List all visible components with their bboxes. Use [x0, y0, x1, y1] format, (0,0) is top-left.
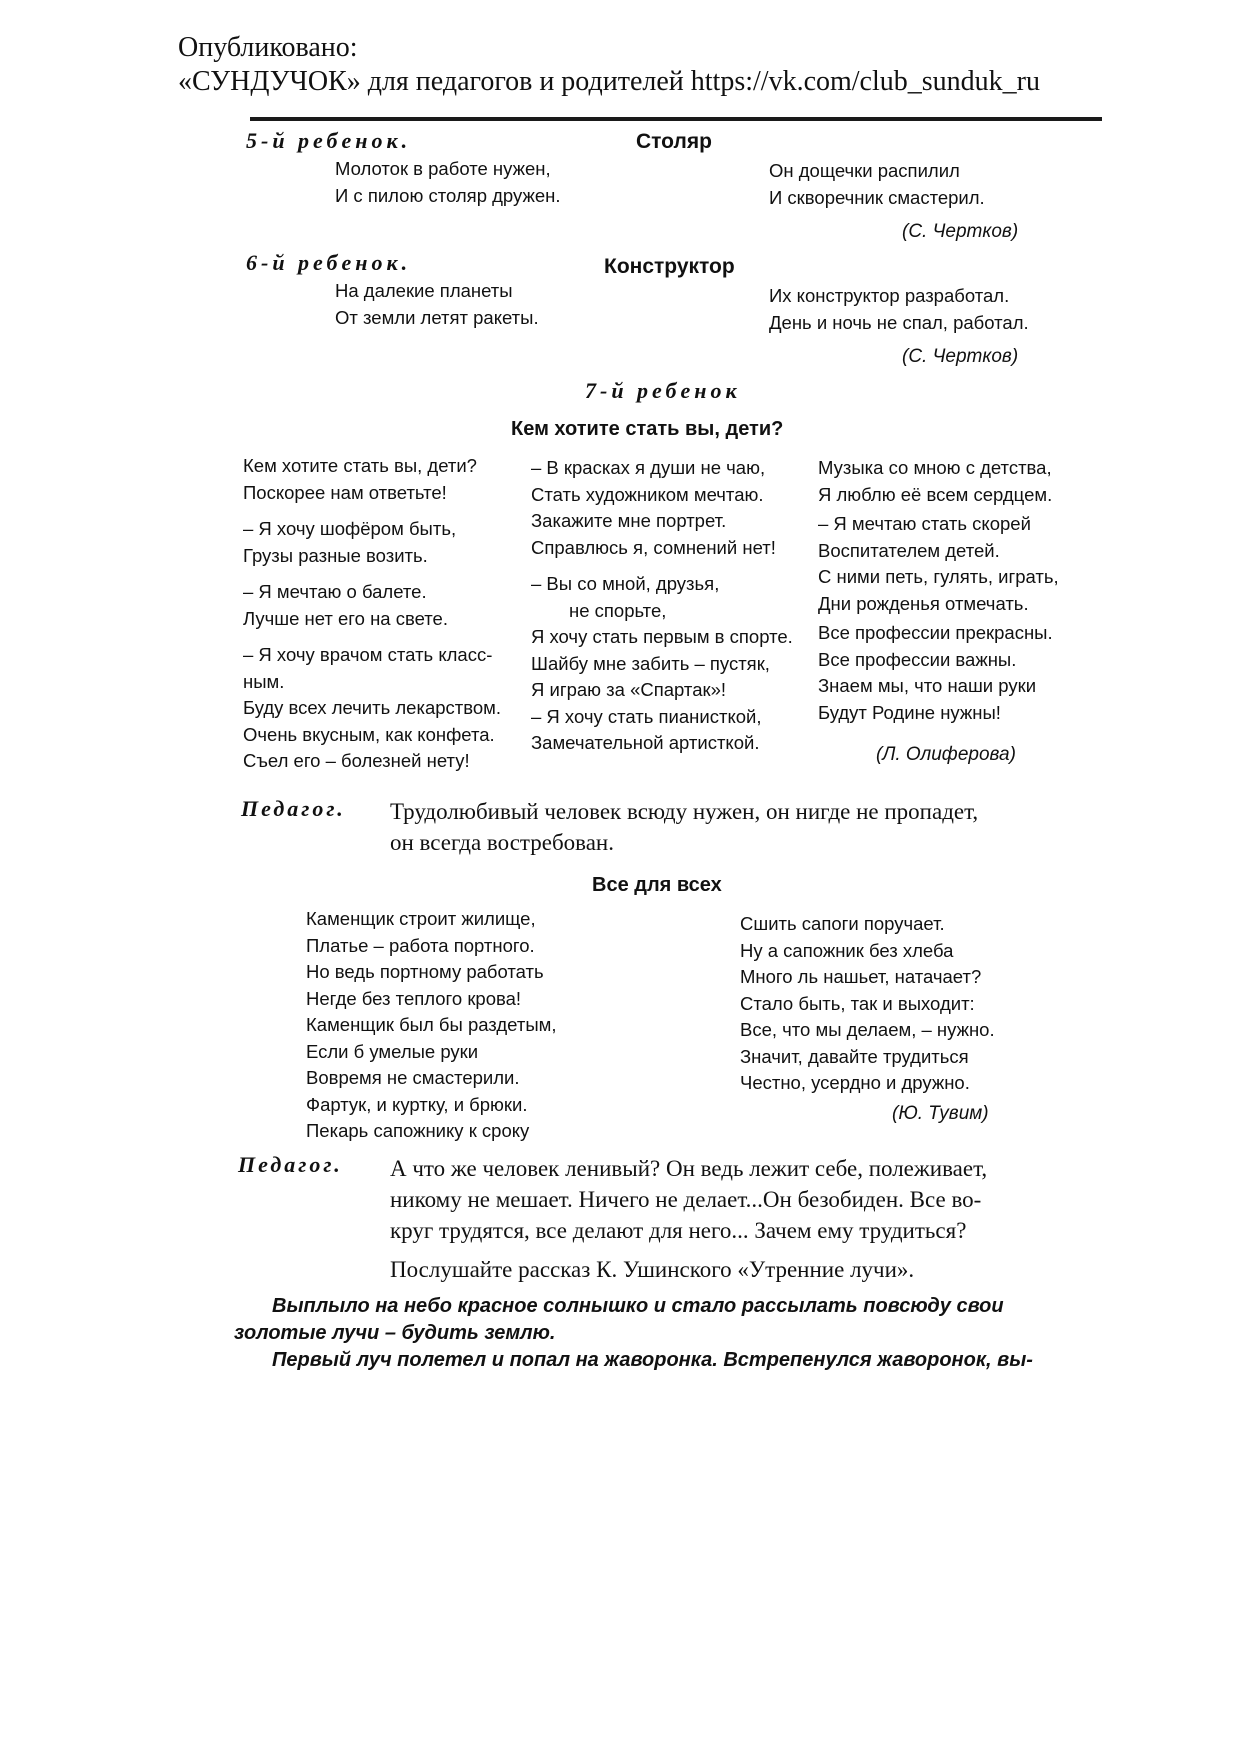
title-who-do-you-want-to-be: Кем хотите стать вы, дети? — [511, 418, 784, 440]
poem-column-3: Музыка со мною с детства, Я люблю её всем сердцем. – Я мечтаю стать скорей Воспитателем детей. С ними петь, гулять, играть, Дни рожденья отмечать. Все профессии прекрасны. Все профессии важны. Знаем мы, что наши руки Будут Родине нужны! — [818, 457, 1059, 723]
title-constructor: Конструктор — [604, 255, 735, 278]
author-chertkov-1: (С. Чертков) — [902, 221, 1019, 242]
poem-all-for-all-left: Каменщик строит жилище, Платье – работа портного. Но ведь портному работать Негде без теплого крова! Каменщик был бы раздетым, Если б умелые руки Вовремя не смастерили. Фартук, и куртку, и брюки. Пекарь сапожнику к сроку — [306, 908, 557, 1141]
title-carpenter: Столяр — [636, 130, 712, 153]
published-label: Опубликовано: — [178, 32, 358, 63]
story-text: Выплыло на небо красное солнышко и стало рассылать повсюду свои золотые лучи – будить землю. Первый луч полетел и попал на жаворонка. Встрепенулся жаворонок, вы- — [234, 1295, 1033, 1371]
published-source: «СУНДУЧОК» для педагогов и родителей https://vk.com/club_sunduk_ru — [178, 66, 1040, 97]
top-rule — [250, 117, 1102, 121]
poem-all-for-all-right: Сшить сапоги поручает. Ну а сапожник без хлеба Много ль нашьет, натачает? Стало быть, так и выходит: Все, что мы делаем, – нужно. Значит, давайте трудиться Честно, усердно и дружно. — [740, 913, 995, 1093]
speaker-7: 7-й ребенок — [585, 378, 741, 403]
verse-carpenter-left: Молоток в работе нужен, И с пилою столяр дружен. — [335, 158, 561, 206]
teacher-remark-2: А что же человек ленивый? Он ведь лежит себе, полеживает, никому не мешает. Ничего не делает...Он безобиден. Все во- круг трудятся, все делают для него... Зачем ему трудиться? — [390, 1156, 988, 1243]
author-oliferova: (Л. Олиферова) — [876, 744, 1016, 765]
verse-constructor-left: На далекие планеты От земли летят ракеты. — [335, 280, 539, 328]
speaker-5: 5-й ребенок. — [246, 128, 412, 153]
listen-announcement: Послушайте рассказ К. Ушинского «Утренние лучи». — [390, 1257, 915, 1282]
teacher-speaker-2: Педагог. — [238, 1152, 343, 1177]
verse-carpenter-right: Он дощечки распилил И скворечник смастерил. — [769, 160, 985, 208]
author-chertkov-2: (С. Чертков) — [902, 346, 1019, 367]
verse-constructor-right: Их конструктор разработал. День и ночь не спал, работал. — [769, 285, 1029, 333]
poem-column-2: – В красках я души не чаю, Стать художником мечтаю. Закажите мне портрет. Справлюсь я, сомнений нет! – Вы со мной, друзья, не спорьте, Я хочу стать первым в спорте. Шайбу мне забить – пустяк, Я играю за «Спартак»! – Я хочу стать пианисткой, Замечательной артисткой. — [531, 457, 793, 753]
author-tuvim: (Ю. Тувим) — [892, 1103, 989, 1124]
speaker-6: 6-й ребенок. — [246, 250, 412, 275]
teacher-speaker-1: Педагог. — [241, 796, 346, 821]
title-all-for-all: Все для всех — [592, 874, 722, 896]
teacher-remark-1: Трудолюбивый человек всюду нужен, он нигде не пропадет, он всегда востребован. — [390, 799, 979, 855]
poem-column-1: Кем хотите стать вы, дети? Поскорее нам ответьте! – Я хочу шофёром быть, Грузы разные возить. – Я мечтаю о балете. Лучше нет его на свете. – Я хочу врачом стать класс- ным. Буду всех лечить лекарством. Очень вкусным, как конфета. Съел его – болезней нету! — [243, 455, 502, 771]
